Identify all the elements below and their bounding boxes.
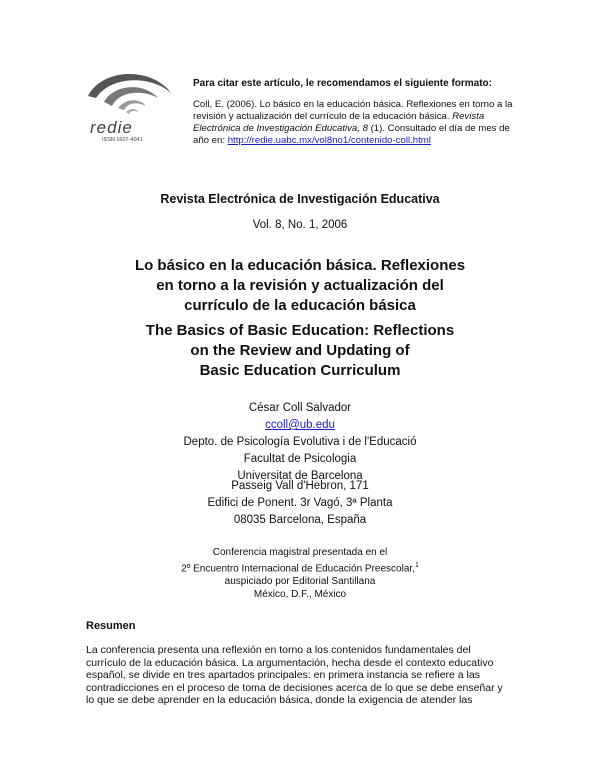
citation-issue: (1). Consultado el día de mes de año en: [193, 123, 510, 146]
citation-heading: Para citar este artículo, le recomendamos el siguiente formato: [193, 78, 492, 89]
resumen-line: lo que se debe aprender en la educación básica, donde la exigencia de atender las [86, 694, 473, 706]
citation-body [193, 99, 521, 147]
author-faculty: Facultat de Psicologia [243, 453, 357, 465]
resumen-line: currículo de la educación básica. La argumentación, hecha desde el contexto educativo [86, 656, 494, 669]
title-es-line: currículo de la educación básica [184, 297, 416, 314]
author-name: César Coll Salvador [248, 402, 352, 414]
resumen-line: La conferencia presenta una reflexión en torno a los contenidos fundamentales del [86, 644, 471, 656]
volume-line: Vol. 8, No. 1, 2006 [252, 219, 348, 231]
footnote-marker[interactable]: 1 [414, 562, 419, 569]
resumen-line: contradicciones en el proceso de toma de decisiones acerca de lo que se debe enseñar y [86, 681, 503, 694]
author-email-link[interactable]: ccoll@ub.edu [265, 419, 335, 431]
address-line: 08035 Barcelona, España [233, 514, 367, 526]
author-department: Depto. de Psicología Evolutiva i de l'Educació [183, 436, 417, 448]
author-university: Universitat de Barcelona [237, 470, 363, 482]
title-spanish [0, 256, 600, 316]
resumen-line: español, se divide en tres apartados principales: en primera instancia se refiere a las [86, 669, 480, 681]
address-line: Edifici de Ponent. 3r Vagó, 3ª Planta [207, 497, 393, 509]
title-es-line: Lo básico en la educación básica. Reflexiones [134, 257, 466, 274]
citation-link[interactable]: http://redie.uabc.mx/vol8no1/contenido-coll.html [227, 135, 431, 146]
citation-text: Coll, E. (2006). Lo básico en la educación básica. Reflexiones en torno a la revisión y actualización del currículo de la educación básica. [193, 99, 513, 122]
logo-brand: redie [90, 118, 133, 137]
title-en-line: on the Review and Updating of [190, 342, 410, 359]
citation-journal: Revista Electrónica de Investigación Educativa, 8 [193, 111, 485, 134]
logo-issn: ISSN 1607-4041 [102, 137, 143, 143]
conference-block [0, 546, 600, 601]
conference-line: auspiciado por Editorial Santillana [224, 576, 376, 588]
title-en-line: Basic Education Curriculum [199, 362, 401, 379]
resumen-body [86, 644, 517, 707]
conference-line: Conferencia magistral presentada en el [212, 547, 388, 558]
conference-line: 2º Encuentro Internacional de Educación Preescolar, [181, 563, 415, 575]
address-line: Passeig Vall d'Hebron, 171 [231, 480, 369, 492]
title-english [0, 321, 600, 381]
title-en-line: The Basics of Basic Education: Reflections [145, 322, 455, 339]
title-es-line: en torno a la revisión y actualización del [156, 277, 444, 294]
redie-logo [82, 68, 174, 146]
journal-title: Revista Electrónica de Investigación Educativa [160, 192, 440, 206]
resumen-heading: Resumen [86, 620, 136, 632]
author-block [0, 400, 600, 485]
address-block [0, 478, 600, 529]
conference-line: México, D.F., México [253, 589, 347, 601]
